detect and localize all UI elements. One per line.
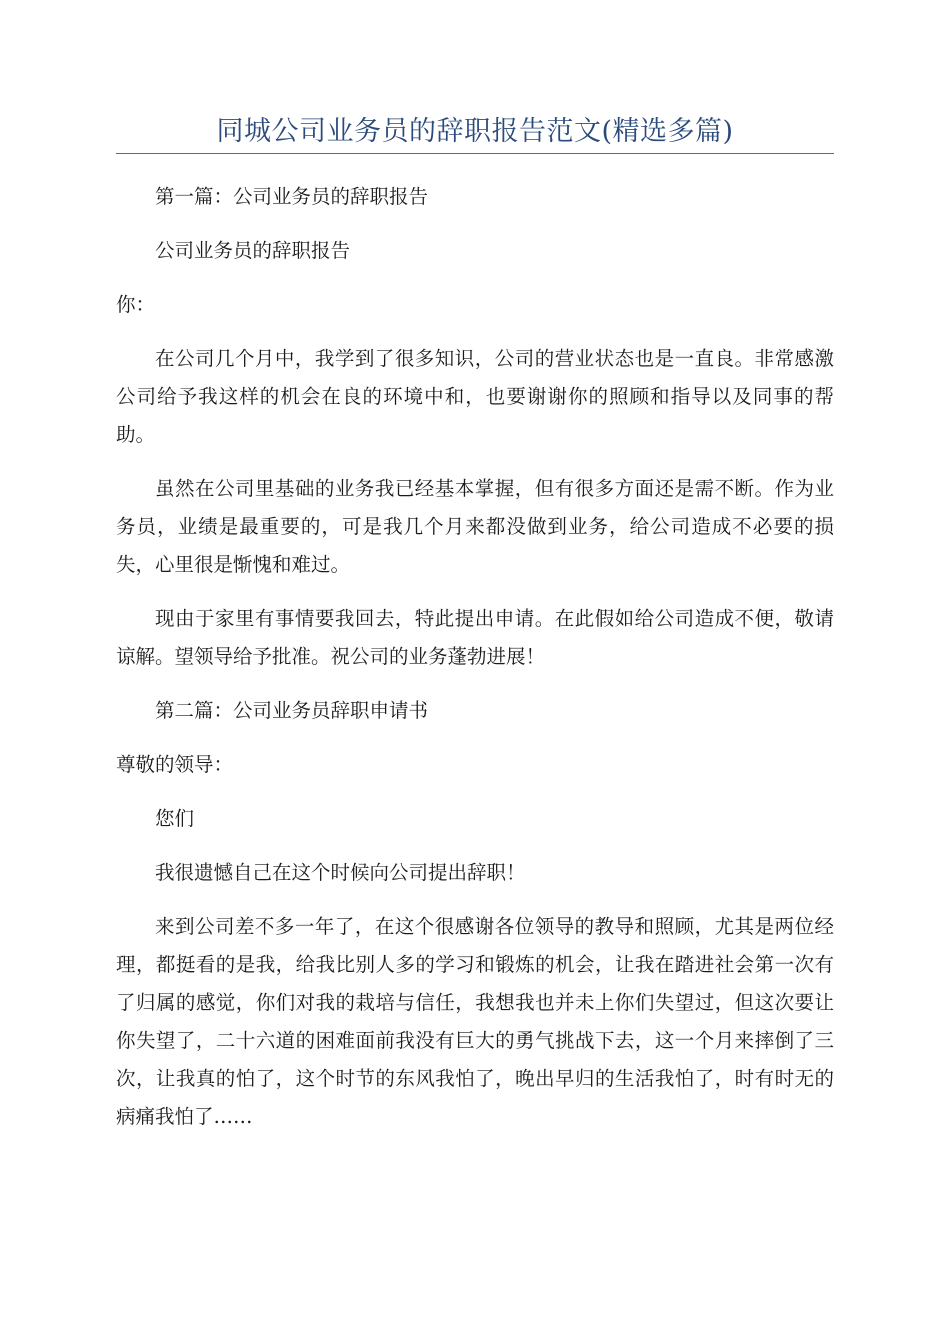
section-heading-2: 第二篇：公司业务员辞职申请书 — [155, 699, 429, 722]
body-paragraph: 您们 — [155, 807, 195, 830]
salutation: 你： — [116, 293, 156, 316]
body-paragraph: 在公司几个月中，我学到了很多知识，公司的营业状态也是一直良。非常感激公司给予我这样的机会在良的环境中和，也要谢谢你的照顾和指导以及同事的帮助。 — [116, 347, 834, 446]
body-paragraph: 虽然在公司里基础的业务我已经基本掌握，但有很多方面还是需不断。作为业务员，业绩是最重要的，可是我几个月来都没做到业务，给公司造成不必要的损失，心里很是惭愧和难过。 — [116, 477, 834, 576]
document-title: 同城公司业务员的辞职报告范文(精选多篇) — [216, 116, 734, 147]
body-paragraph: 现由于家里有事情要我回去，特此提出申请。在此假如给公司造成不便，敬请谅解。望领导给予批准。祝公司的业务蓬勃进展！ — [116, 607, 834, 668]
section-heading-1: 第一篇：公司业务员的辞职报告 — [155, 185, 429, 208]
title-underline — [116, 153, 834, 154]
body-paragraph: 我很遗憾自己在这个时候向公司提出辞职！ — [155, 861, 526, 884]
body-paragraph: 来到公司差不多一年了，在这个很感谢各位领导的教导和照顾，尤其是两位经理，都挺看的是我，给我比别人多的学习和锻炼的机会，让我在踏进社会第一次有了归属的感觉，你们对我的栽培与信任，我想我也并未上你们失望过，但这次要让你失望了，二十六道的困难面前我没有巨大的勇气挑战下去，这一个月来摔倒了三次，让我真的怕了，这个时节的东风我怕了，晚出早归的生活我怕了，时有时无的病痛我怕了…… — [116, 915, 834, 1128]
subheading: 公司业务员的辞职报告 — [155, 239, 351, 262]
salutation: 尊敬的领导： — [116, 753, 234, 776]
document-body — [116, 178, 834, 1152]
